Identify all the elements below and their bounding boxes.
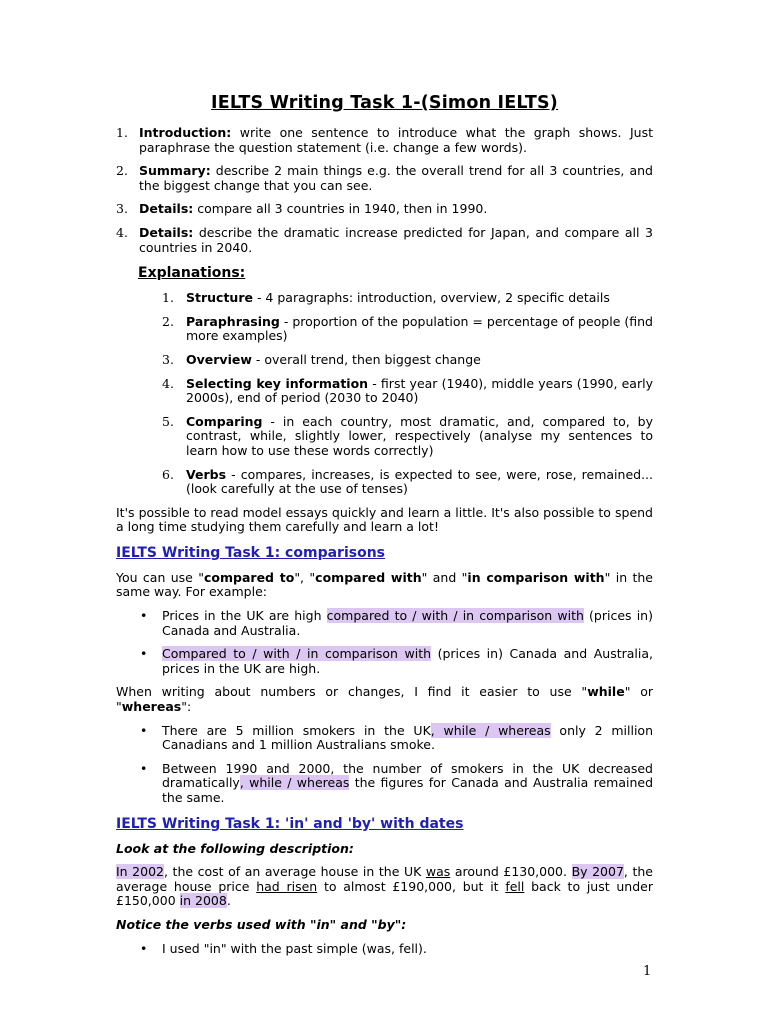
page-number: 1: [643, 964, 652, 979]
step-text: compare all 3 countries in 1940, then in 1990.: [193, 201, 488, 217]
verbs-note-list: [116, 942, 653, 957]
list-item: • Compared to / with / in comparison with (prices in) Canada and Australia, prices in the UK are high.: [140, 646, 654, 676]
list-number: 2.: [162, 313, 174, 329]
list-item: [162, 291, 653, 306]
bullet-icon: •: [140, 608, 148, 624]
explanation-text: - 4 paragraphs: introduction, overview, 2 specific details: [252, 290, 610, 306]
explanation-label: Comparing: [186, 413, 263, 429]
explanation-text: - overall trend, then biggest change: [251, 351, 481, 367]
step-text: describe 2 main things e.g. the overall trend for all 3 countries, and the biggest change that you can see.: [139, 163, 653, 193]
while-whereas-intro: When writing about numbers or changes, I find it easier to use "while" or "whereas":: [116, 684, 653, 715]
list-item: • Prices in the UK are high compared to / with / in comparison with (prices in) Canada and Australia.: [140, 608, 653, 638]
list-number: 3.: [116, 201, 128, 217]
highlighted-phrase: , while / whereas: [430, 722, 551, 738]
explanation-label: Structure: [186, 290, 253, 306]
list-item: • Between 1990 and 2000, the number of smokers in the UK decreased dramatically, while / whereas the figures for Canada and Australia remained the same.: [140, 760, 653, 805]
step-text: describe the dramatic increase predicted for Japan, and compare all 3 countries in 2040.: [139, 224, 653, 255]
list-number: 6.: [162, 466, 174, 482]
list-number: 3.: [162, 351, 174, 367]
bullet-icon: •: [140, 940, 148, 956]
comparison-examples-list: [116, 609, 653, 676]
list-item: [162, 377, 653, 406]
list-number: 1.: [162, 290, 174, 306]
steps-list: [116, 126, 653, 255]
highlighted-phrase: in 2008: [179, 893, 227, 909]
model-essays-paragraph: It's possible to read model essays quickly and learn a little. It's also possible to spend a long time studying them carefully and learn a lot!: [116, 504, 653, 535]
list-item: [116, 126, 653, 155]
step-label: Summary:: [139, 163, 211, 179]
explanation-label: Overview: [186, 351, 252, 367]
list-number: 2.: [116, 163, 128, 179]
explanation-text: - proportion of the population = percentage of people (find more examples): [186, 313, 653, 344]
highlighted-phrase: compared to / with / in comparison with: [326, 608, 584, 624]
underlined-verb: was: [425, 864, 451, 880]
notice-instruction: Notice the verbs used with "in" and "by":: [116, 916, 407, 932]
step-label: Introduction:: [139, 125, 232, 140]
comparisons-intro: You can use "compared to", "compared with" and "in comparison with" in the same way. For example:: [116, 569, 654, 600]
while-examples-list: [116, 724, 653, 806]
list-item: [162, 468, 653, 497]
step-label: Details:: [139, 224, 194, 240]
comparisons-heading: IELTS Writing Task 1: comparisons: [116, 544, 385, 561]
highlighted-phrase: In 2002: [116, 864, 164, 880]
list-item: [116, 226, 653, 255]
list-number: 5.: [162, 413, 174, 429]
explanation-label: Paraphrasing: [186, 313, 280, 329]
list-item: [162, 315, 653, 344]
explanation-label: Verbs: [186, 466, 227, 482]
step-label: Details:: [139, 201, 194, 217]
list-item: • There are 5 million smokers in the UK, while / whereas only 2 million Canadians and 1 million Australians smoke.: [140, 722, 654, 753]
dates-heading: IELTS Writing Task 1: 'in' and 'by' with dates: [116, 815, 464, 832]
step-text: write one sentence to introduce what the graph shows. Just paraphrase the question statement (i.e. change a few words).: [139, 125, 653, 155]
highlighted-phrase: By 2007: [571, 864, 624, 880]
explanation-text: - compares, increases, is expected to see, were, rose, remained... (look carefully at the use of tenses): [186, 466, 653, 497]
list-item: [162, 353, 653, 368]
page-title: IELTS Writing Task 1-(Simon IELTS): [211, 93, 558, 113]
underlined-verb: had risen: [256, 878, 318, 894]
underlined-verb: fell: [505, 878, 525, 894]
explanation-label: Selecting key information: [186, 375, 369, 391]
bullet-icon: •: [140, 722, 148, 738]
explanation-text: - in each country, most dramatic, and, compared to, by contrast, while, slightly lower, respectively (analyse my sentences to learn how to use these words correctly): [186, 413, 653, 458]
explanation-text: - first year (1940), middle years (1990, early 2000s), end of period (2030 to 2040): [186, 375, 653, 406]
list-item: [116, 202, 653, 217]
page-content: [116, 92, 653, 965]
list-item: • I used "in" with the past simple (was, fell).: [140, 940, 427, 956]
look-instruction: Look at the following description:: [116, 840, 354, 856]
list-item: [116, 164, 653, 193]
list-number: 4.: [162, 375, 174, 391]
highlighted-phrase: Compared to / with / in comparison with: [162, 646, 432, 662]
bullet-icon: •: [140, 760, 148, 776]
explanations-list: [116, 291, 653, 497]
explanations-heading: Explanations:: [138, 265, 246, 282]
house-price-paragraph: In 2002, the cost of an average house in the UK was around £130,000. By 2007, the average house price had risen to almost £190,000, but it fell back to just under £150,000 in 2008.: [116, 864, 653, 909]
highlighted-phrase: , while / whereas: [239, 775, 350, 791]
bullet-icon: •: [140, 646, 148, 662]
list-number: 1.: [116, 125, 128, 140]
list-item: [162, 415, 653, 459]
list-number: 4.: [116, 224, 128, 240]
